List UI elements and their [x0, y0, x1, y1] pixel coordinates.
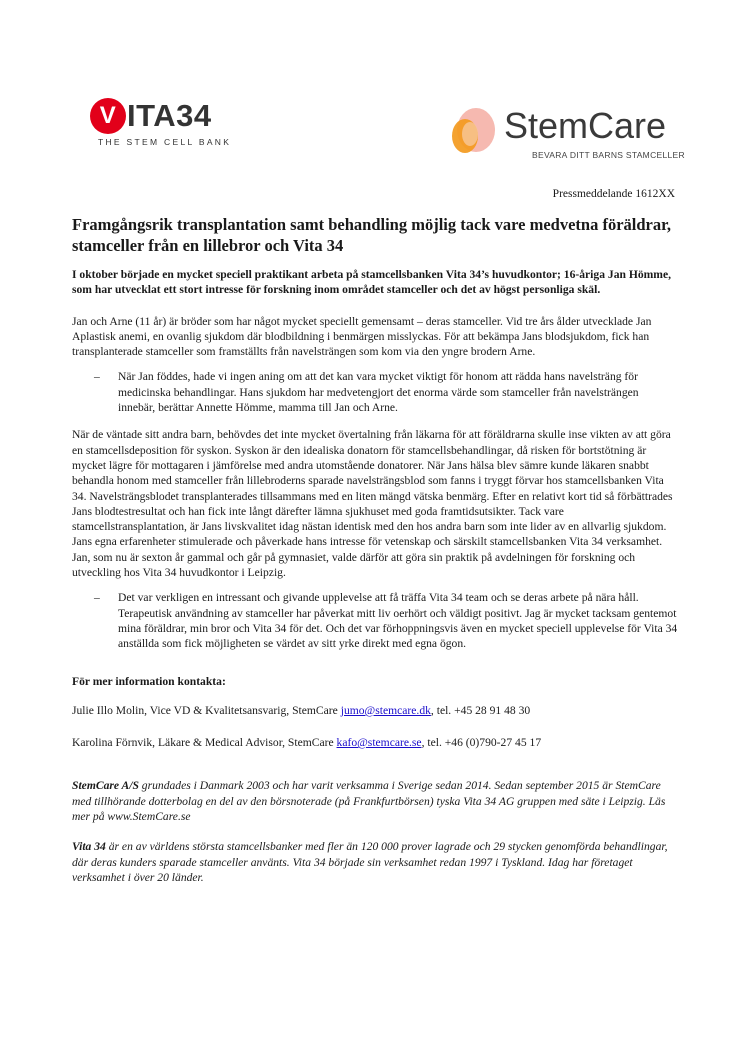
about-stemcare — [72, 778, 678, 824]
quote-1-text: När Jan föddes, hade vi ingen aning om att det kan vara mycket viktigt för honom att rädda hans navelsträng för medicinska behandlingar. Hans sjukdom har medvetengjort det enorma värde som stamceller från navelsträngen innebär, berättar Annette Hömme, mamma till Jan och Arne. — [118, 370, 639, 415]
vita34-tagline: THE STEM CELL BANK — [98, 137, 232, 147]
email-link-jumo[interactable]: jumo@stemcare.dk — [340, 703, 431, 717]
about-stemcare-text: grundades i Danmark 2003 och har varit verksamma i Sverige sedan 2014. Sedan september 2015 är StemCare med tillhörande dotterbolag en del av den börsnoterade (på Frankfurtbörsen) tyska Vita 34 AG gruppen med säte i Leipzig. Läs mer på www.StemCare.se — [72, 779, 666, 824]
quote-2-text: Det var verkligen en intressant och givande upplevelse att få träffa Vita 34 team och se deras arbete på nära håll. Terapeutisk användning av stamceller har påverkat mitt liv oerhört och väldigt positivt. Jag är mycket tacksam gentemot mina föräldrar, min bror och Vita 34 för det. Och det var förhoppningsvis även en mycket speciell upplevelse för Vita 34 anställda som fick möjligheten se värdet av sitt yrke direkt med egna ögon. — [118, 591, 678, 651]
stemcare-mark-icon — [446, 106, 498, 158]
stemcare-tagline: BEVARA DITT BARNS STAMCELLER — [532, 150, 685, 160]
quote-dash: – — [94, 370, 100, 384]
lead-paragraph: I oktober började en mycket speciell praktikant arbeta på stamcellsbanken Vita 34’s huvudkontor; 16-åriga Jan Hömme, som har utvecklat ett stort intresse för forskning inom området stamceller och det av högst personliga skäl. — [72, 268, 672, 297]
contact-name: Karolina Förnvik, Läkare & Medical Advisor, StemCare — [72, 736, 337, 750]
vita34-logo — [90, 96, 248, 154]
contact-phone: , tel. +45 28 91 48 30 — [430, 703, 531, 717]
quote-1 — [72, 369, 678, 415]
contact-phone: , tel. +46 (0)790-27 45 17 — [421, 736, 542, 750]
press-release-id: Pressmeddelande 1612XX — [552, 188, 675, 200]
document-body — [72, 214, 678, 900]
headline: Framgångsrik transplantation samt behandling möjlig tack vare medvetna föräldrar, stamceller från en lillebror och Vita 34 — [72, 215, 672, 255]
about-vita — [72, 839, 678, 885]
quote-dash: – — [94, 591, 100, 605]
contact-heading: För mer information kontakta: — [72, 674, 226, 688]
about-vita-company: Vita 34 — [72, 840, 106, 854]
contact-name: Julie Illo Molin, Vice VD & Kvalitetsansvarig, StemCare — [72, 703, 341, 717]
stemcare-wordmark: StemCare — [504, 105, 667, 146]
about-vita-text: är en av världens största stamcellsbanker med fler än 120 000 prover lagrade och 29 stycken genomförda behandlingar, där deras kunders sparade stamceller använts. Vita 34 började sin verksamhet redan 1997 i Tyskland. Idag har företaget verksamhet i över 20 länder. — [72, 840, 668, 884]
contact-2 — [72, 735, 678, 750]
paragraph-1: Jan och Arne (11 år) är bröder som har något mycket speciellt gemensamt – deras stamceller. Vid tre års ålder utvecklade Jan Aplastisk anemi, en ovanlig sjukdom där blodbildning i benmärgen misslyckas. För att bekämpa Jans blodsjukdom, fick han transplanterade stamceller som framställts från navelsträngen som kom via den yngre brodern Arne. — [72, 314, 652, 359]
contact-1 — [72, 703, 678, 718]
paragraph-2: När de väntade sitt andra barn, behövdes det inte mycket övertalning från läkarna för att föräldrarna skulle inse vikten av att göra en stamcellsdeposition för syskon. Syskon är den idealiska donatorn för stamcellsbehandlingar, då risken för bortstötning är mycket lägre för mottagaren i jämförelse med andra utomstående donatorer. När Jans hälsa blev sämre kunde läkaren snabbt behandla honom med stamceller från lillebroderns sparade navelsträngsblod som fanns i tryggt förvar hos stamcellsbanken Vita 34. Navelsträngsblodet transplanterades tillsammans med en liten mängd vätska benmärg. Efter en relativt kort tid så förbättrades Jans blodtestresultat och han fick inte långt därefter lämna sjukhuset med goda framtidsutsikter. Tack vare stamcellstransplantation, är Jans livskvalitet idag nästan identisk med den hos andra barn som inte lider av en allvarlig sjukdom. Jans egna erfarenheter stimulerade och påverkade hans intresse för vetenskap och särskilt stamcellsbanken Vita 34 verksamhet. Jan, som nu är sexton år gammal och går på gymnasiet, valde därför att göra sin praktik på avdelningen för forskning och utveckling hos Vita 34 huvudkontor i Leipzig. — [72, 428, 673, 580]
quote-2 — [72, 590, 678, 651]
about-stemcare-company: StemCare A/S — [72, 779, 139, 793]
stemcare-logo — [446, 104, 686, 164]
vita34-number: 34 — [176, 98, 212, 133]
email-link-kafo[interactable]: kafo@stemcare.se — [336, 736, 422, 750]
vita34-v-badge: V — [90, 98, 126, 134]
vita34-letters: ITA — [127, 98, 177, 133]
vita34-wordmark — [90, 96, 212, 136]
